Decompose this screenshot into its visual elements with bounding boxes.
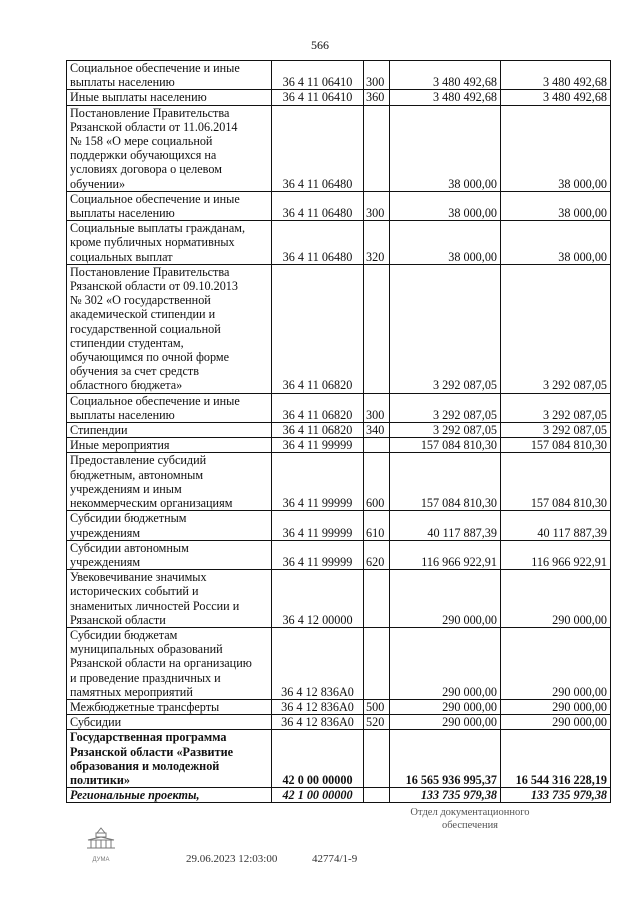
row-code-cell: 36 4 12 836А0 [272, 715, 364, 730]
row-code-cell: 42 1 00 00000 [272, 788, 364, 803]
page-number: 566 [311, 38, 329, 52]
row-type-cell [364, 264, 390, 393]
row-name-cell: Постановление Правительства Рязанской области от 09.10.2013 № 302 «О государственной академической стипендии и государственной социальной стипендии студентам, обучающимся по очной форме обучения за счет средств областного бюджета» [67, 264, 272, 393]
row-type-cell [364, 438, 390, 453]
row-name-cell: Субсидии бюджетам муниципальных образований Рязанской области на организацию и проведение праздничных и памятных мероприятий [67, 627, 272, 699]
row-name-cell: Социальное обеспечение и иные выплаты населению [67, 61, 272, 90]
row-type-cell: 620 [364, 540, 390, 569]
row-value-1-cell: 3 480 492,68 [390, 90, 501, 105]
row-type-cell [364, 730, 390, 788]
table-row [67, 715, 611, 730]
row-value-1-cell: 290 000,00 [390, 570, 501, 628]
row-name-cell: Иные выплаты населению [67, 90, 272, 105]
row-type-cell [364, 105, 390, 191]
row-name-cell: Иные мероприятия [67, 438, 272, 453]
table-row [67, 511, 611, 540]
footer-doc-id: 42774/1-9 [312, 853, 358, 865]
table-row [67, 90, 611, 105]
logo-text: ДУМА [92, 857, 110, 863]
row-value-1-cell: 133 735 979,38 [390, 788, 501, 803]
row-value-2-cell: 290 000,00 [501, 699, 611, 714]
row-value-2-cell: 116 966 922,91 [501, 540, 611, 569]
row-type-cell: 300 [364, 191, 390, 220]
table-row [67, 699, 611, 714]
row-name-cell: Социальное обеспечение и иные выплаты населению [67, 393, 272, 422]
row-name-cell: Межбюджетные трансферты [67, 699, 272, 714]
table-row [67, 61, 611, 90]
row-name-cell: Региональные проекты, [67, 788, 272, 803]
row-type-cell: 300 [364, 61, 390, 90]
row-type-cell: 500 [364, 699, 390, 714]
row-type-cell: 610 [364, 511, 390, 540]
row-code-cell: 42 0 00 00000 [272, 730, 364, 788]
footer-timestamp: 29.06.2023 12:03:00 [186, 853, 278, 865]
table-row [67, 570, 611, 628]
row-name-cell: Субсидии автономным учреждениям [67, 540, 272, 569]
row-value-2-cell: 40 117 887,39 [501, 511, 611, 540]
row-code-cell: 36 4 11 99999 [272, 540, 364, 569]
row-type-cell [364, 570, 390, 628]
row-value-1-cell: 3 292 087,05 [390, 393, 501, 422]
row-name-cell: Социальные выплаты гражданам, кроме публичных нормативных социальных выплат [67, 221, 272, 265]
row-value-1-cell: 3 480 492,68 [390, 61, 501, 90]
row-value-1-cell: 116 966 922,91 [390, 540, 501, 569]
budget-table [66, 60, 611, 803]
stamp-line-2: обеспечения [441, 820, 499, 831]
table-row [67, 191, 611, 220]
table-row [67, 221, 611, 265]
row-value-1-cell: 3 292 087,05 [390, 264, 501, 393]
row-value-2-cell: 3 292 087,05 [501, 264, 611, 393]
row-name-cell: Субсидии [67, 715, 272, 730]
row-value-1-cell: 3 292 087,05 [390, 423, 501, 438]
row-type-cell: 520 [364, 715, 390, 730]
table-row [67, 438, 611, 453]
row-value-2-cell: 133 735 979,38 [501, 788, 611, 803]
row-value-2-cell: 38 000,00 [501, 191, 611, 220]
row-value-1-cell: 157 084 810,30 [390, 453, 501, 511]
row-name-cell: Увековечивание значимых исторических событий и знаменитых личностей России и Рязанской области [67, 570, 272, 628]
row-name-cell: Стипендии [67, 423, 272, 438]
table-row [67, 788, 611, 803]
row-value-1-cell: 290 000,00 [390, 715, 501, 730]
row-type-cell [364, 788, 390, 803]
row-code-cell: 36 4 11 06410 [272, 61, 364, 90]
row-code-cell: 36 4 12 836А0 [272, 627, 364, 699]
table-row [67, 393, 611, 422]
row-name-cell: Социальное обеспечение и иные выплаты населению [67, 191, 272, 220]
row-value-1-cell: 40 117 887,39 [390, 511, 501, 540]
row-type-cell: 320 [364, 221, 390, 265]
table-row [67, 627, 611, 699]
duma-logo [84, 826, 118, 863]
row-name-cell: Субсидии бюджетным учреждениям [67, 511, 272, 540]
table-row [67, 453, 611, 511]
row-value-2-cell: 157 084 810,30 [501, 438, 611, 453]
row-code-cell: 36 4 11 99999 [272, 438, 364, 453]
row-value-2-cell: 38 000,00 [501, 105, 611, 191]
table-row [67, 540, 611, 569]
row-value-2-cell: 3 292 087,05 [501, 393, 611, 422]
row-type-cell: 600 [364, 453, 390, 511]
row-value-1-cell: 38 000,00 [390, 105, 501, 191]
row-code-cell: 36 4 11 06480 [272, 191, 364, 220]
row-code-cell: 36 4 12 00000 [272, 570, 364, 628]
row-value-2-cell: 3 480 492,68 [501, 90, 611, 105]
row-code-cell: 36 4 11 06820 [272, 393, 364, 422]
budget-table-body [67, 61, 611, 803]
row-value-2-cell: 38 000,00 [501, 221, 611, 265]
row-type-cell: 360 [364, 90, 390, 105]
table-row [67, 105, 611, 191]
stamp-line-1: Отдел документационного [410, 807, 530, 818]
row-value-2-cell: 3 292 087,05 [501, 423, 611, 438]
row-value-2-cell: 290 000,00 [501, 570, 611, 628]
row-code-cell: 36 4 11 06480 [272, 221, 364, 265]
row-value-1-cell: 157 084 810,30 [390, 438, 501, 453]
row-type-cell [364, 627, 390, 699]
row-name-cell: Предоставление субсидий бюджетным, автономным учреждениям и иным некоммерческим организациям [67, 453, 272, 511]
row-code-cell: 36 4 11 06820 [272, 264, 364, 393]
row-code-cell: 36 4 11 99999 [272, 453, 364, 511]
row-value-1-cell: 16 565 936 995,37 [390, 730, 501, 788]
row-code-cell: 36 4 11 99999 [272, 511, 364, 540]
row-value-1-cell: 290 000,00 [390, 627, 501, 699]
department-stamp [400, 806, 540, 832]
table-row [67, 423, 611, 438]
building-emblem-icon [84, 826, 118, 856]
table-row [67, 264, 611, 393]
row-value-1-cell: 290 000,00 [390, 699, 501, 714]
row-name-cell: Государственная программа Рязанской области «Развитие образования и молодежной политики» [67, 730, 272, 788]
row-value-2-cell: 157 084 810,30 [501, 453, 611, 511]
row-code-cell: 36 4 12 836А0 [272, 699, 364, 714]
table-row [67, 730, 611, 788]
row-type-cell: 340 [364, 423, 390, 438]
row-value-1-cell: 38 000,00 [390, 191, 501, 220]
row-code-cell: 36 4 11 06820 [272, 423, 364, 438]
row-code-cell: 36 4 11 06480 [272, 105, 364, 191]
row-value-1-cell: 38 000,00 [390, 221, 501, 265]
row-value-2-cell: 290 000,00 [501, 715, 611, 730]
row-name-cell: Постановление Правительства Рязанской области от 11.06.2014 № 158 «О мере социальной поддержки обучающихся на условиях договора о целевом обучении» [67, 105, 272, 191]
row-code-cell: 36 4 11 06410 [272, 90, 364, 105]
row-value-2-cell: 290 000,00 [501, 627, 611, 699]
row-value-2-cell: 16 544 316 228,19 [501, 730, 611, 788]
row-type-cell: 300 [364, 393, 390, 422]
row-value-2-cell: 3 480 492,68 [501, 61, 611, 90]
